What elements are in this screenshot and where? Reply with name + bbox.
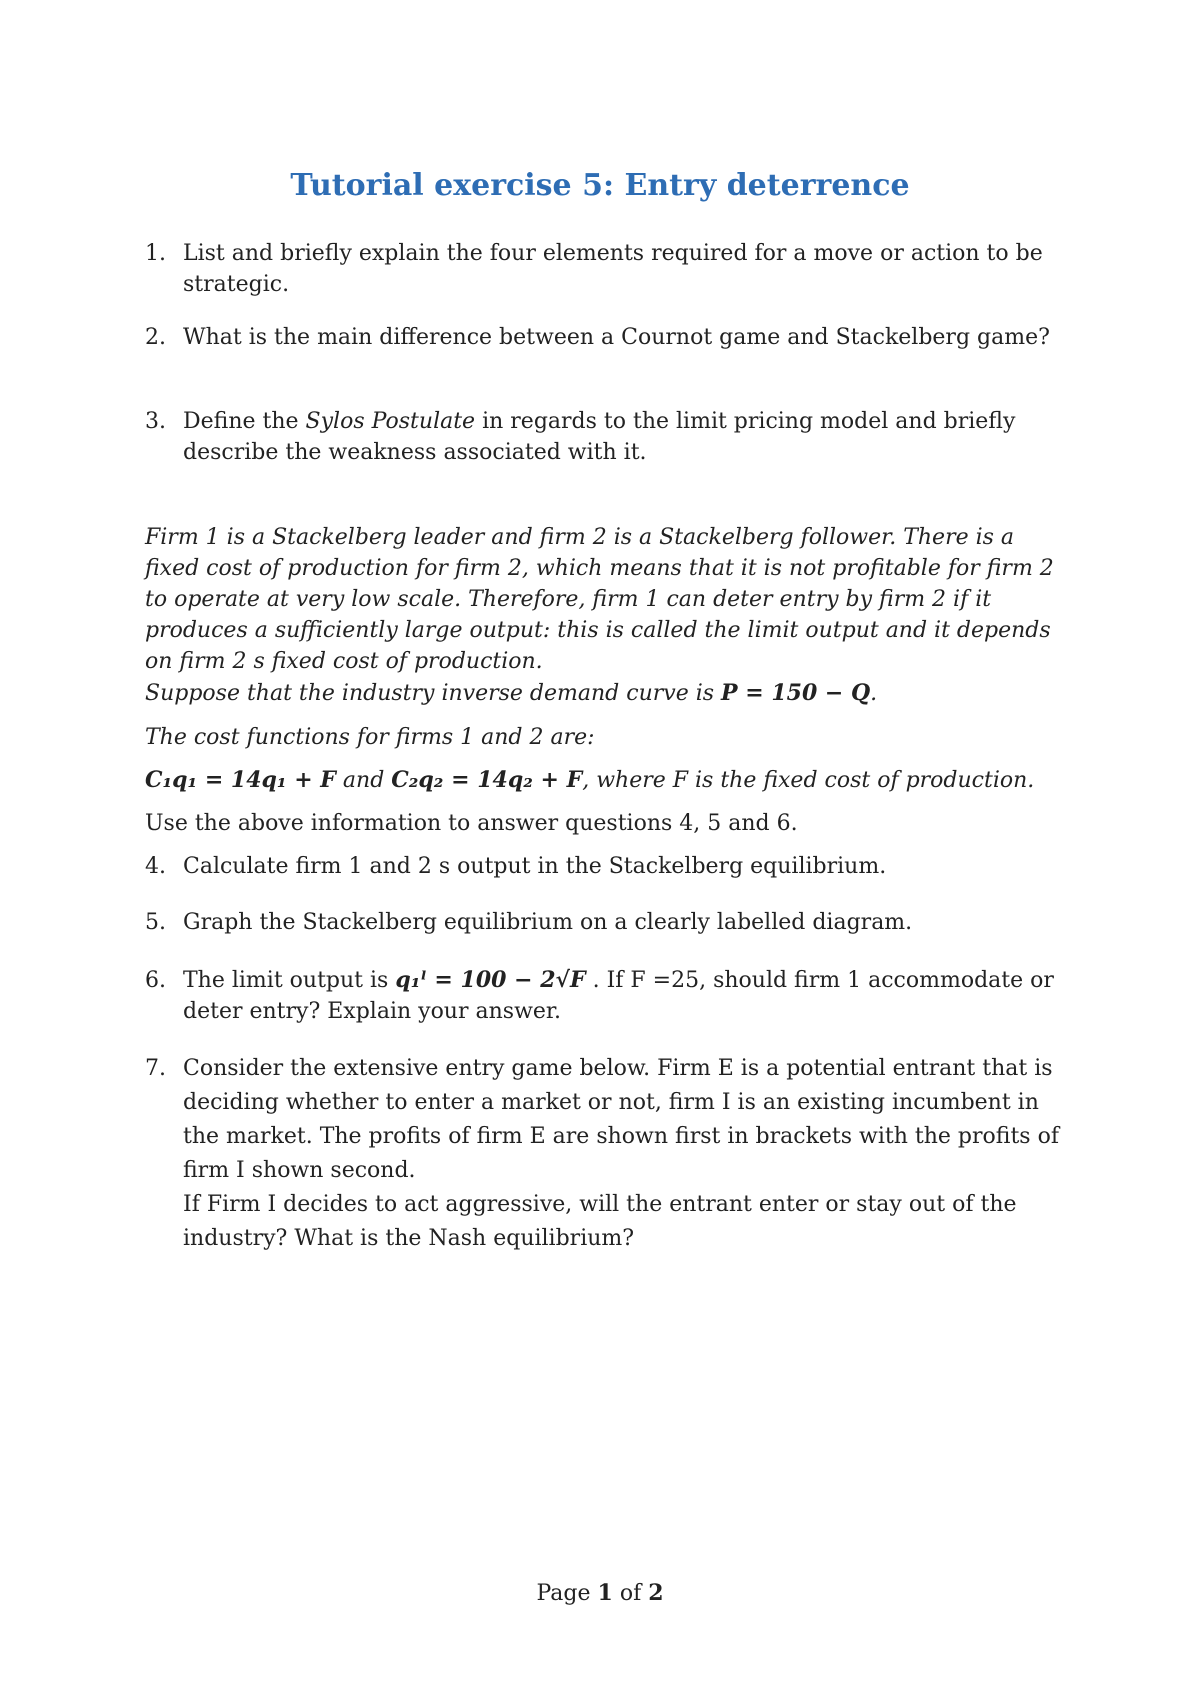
question-text: What is the main difference between a Cournot game and Stackelberg game? [183,325,1050,350]
question-text-post: in regards to the limit pricing model and briefly describe the weakness associated with it. [183,409,1016,465]
question-text [183,1052,1063,1256]
question-7-text-2: If Firm I decides to act aggressive, will the entrant enter or stay out of the industry? What is the Nash equilibrium? [183,1192,1017,1251]
demand-period: . [870,681,878,706]
question-text: List and briefly explain the four elements required for a move or action to be strategic. [183,241,1043,297]
footer-current-page: 1 [597,1580,613,1606]
question-text-pre: Define the [183,409,306,434]
footer-total-pages: 2 [648,1580,664,1606]
question-text [183,965,1063,1027]
cost-intro: The cost functions for firms 1 and 2 are: [145,725,595,750]
use-info-line: Use the above information to answer questions 4, 5 and 6. [145,811,798,836]
sylos-postulate-term: Sylos Postulate [305,409,476,434]
question-text: Graph the Stackelberg equilibrium on a clearly labelled diagram. [183,910,913,935]
question-text: Calculate firm 1 and 2 s output in the Stackelberg equilibrium. [183,854,887,879]
question-number: 2. [145,325,166,350]
demand-equation: P = 150 − Q [721,680,871,706]
footer-page-word: Page [536,1581,591,1606]
cost-equation-1: C₁q₁ = 14q₁ + F [145,767,336,793]
question-number: 6. [145,968,166,993]
question-number: 3. [145,409,166,434]
question-number: 5. [145,910,166,935]
demand-text: Suppose that the industry inverse demand curve is [145,681,722,706]
cost-post-text: , where F is the fixed cost of production. [582,768,1035,793]
cost-equation-2: C₂q₂ = 14q₂ + F [391,767,583,793]
question-7-text-1: Consider the extensive entry game below. Firm E is a potential entrant that is deciding whether to enter a market or not, firm I is an existing incumbent in the market. The profits of firm E are shown first in brackets with the profits of firm I shown second. [183,1056,1059,1183]
cost-functions [145,765,1065,796]
cost-and: and [335,768,392,793]
footer-of-word: of [619,1581,642,1606]
question-number: 1. [145,241,166,266]
scenario-paragraph: Firm 1 is a Stackelberg leader and firm 2 is a Stackelberg follower. There is a fixed cost of production for firm 2, which means that it is not profitable for firm 2 to operate at very low scale. Therefore, firm 1 can deter entry by firm 2 if it produces a sufficiently large output: this is called the limit output and it depends on firm 2 s fixed cost of production. [145,525,1054,674]
question-text-pre: The limit output is [183,968,396,993]
question-number: 4. [145,854,166,879]
question-text-post: . If F =25, should firm 1 accommodate or deter entry? Explain your answer. [183,968,1054,1024]
question-number: 7. [145,1056,166,1081]
question-text [183,406,1063,468]
page-footer [0,1580,1200,1606]
page-title: Tutorial exercise 5: Entry deterrence [290,168,910,203]
demand-statement [145,678,1065,709]
limit-output-equation: q₁ˡ = 100 − 2√F [395,967,586,993]
